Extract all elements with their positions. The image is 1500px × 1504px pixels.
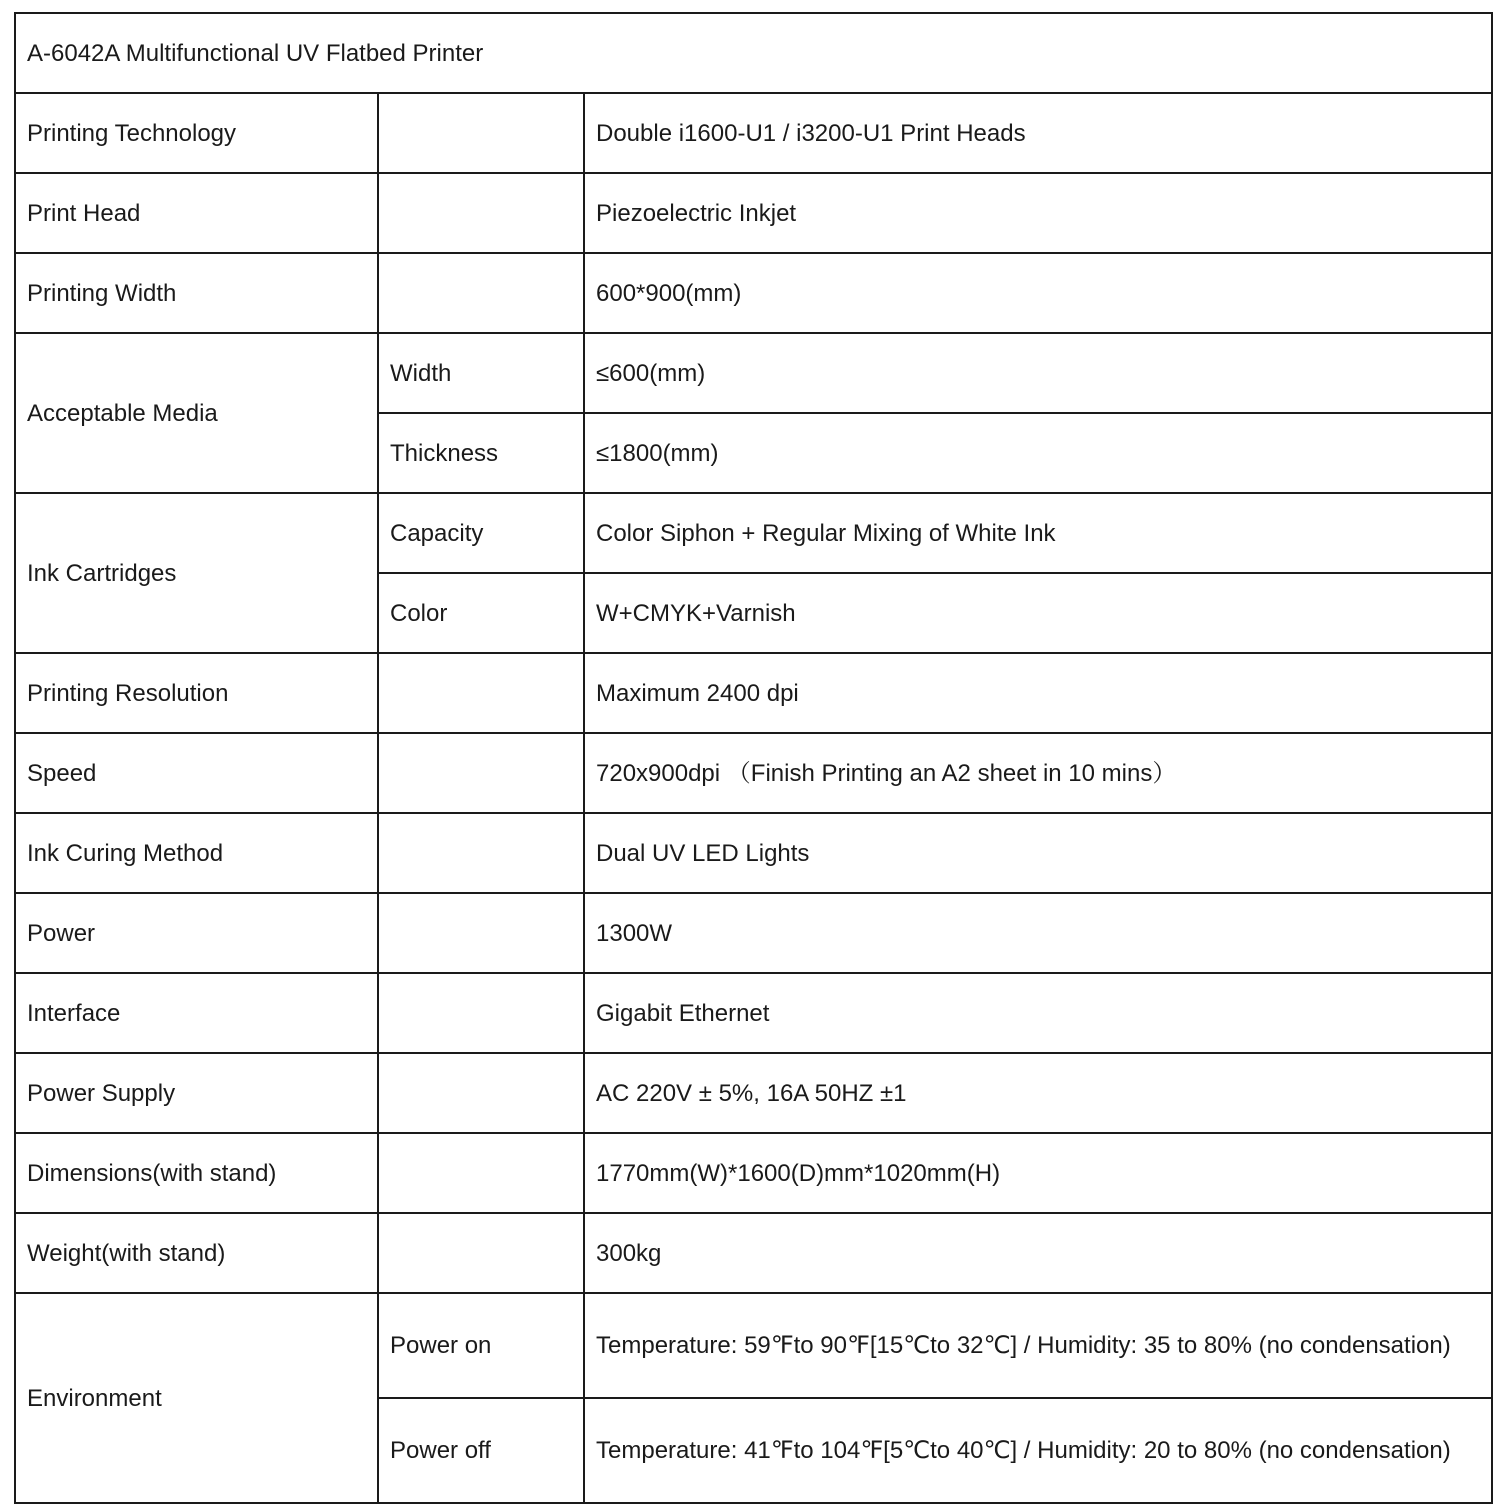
sub-label-empty <box>378 253 584 333</box>
table-row <box>15 1053 1492 1133</box>
sub-label: Width <box>378 333 584 413</box>
sub-label: Power off <box>378 1398 584 1503</box>
sub-label-empty <box>378 1053 584 1133</box>
row-label: Environment <box>15 1293 378 1503</box>
table-row <box>15 493 1492 573</box>
sub-label-empty <box>378 973 584 1053</box>
sub-label-empty <box>378 733 584 813</box>
sub-label-empty <box>378 893 584 973</box>
table-row <box>15 173 1492 253</box>
sub-label-empty <box>378 1133 584 1213</box>
row-value: W+CMYK+Varnish <box>584 573 1492 653</box>
title-row <box>15 13 1492 93</box>
table-row <box>15 1133 1492 1213</box>
row-value: Color Siphon + Regular Mixing of White Ink <box>584 493 1492 573</box>
table-row <box>15 93 1492 173</box>
row-value: Temperature: 41℉to 104℉[5℃to 40℃] / Humidity: 20 to 80% (no condensation) <box>584 1398 1492 1503</box>
table-row <box>15 813 1492 893</box>
row-value: Gigabit Ethernet <box>584 973 1492 1053</box>
table-row <box>15 253 1492 333</box>
sub-label: Thickness <box>378 413 584 493</box>
spec-table <box>14 12 1493 1504</box>
row-value: 300kg <box>584 1213 1492 1293</box>
row-value: 720x900dpi （Finish Printing an A2 sheet in 10 mins） <box>584 733 1492 813</box>
sub-label-empty <box>378 1213 584 1293</box>
sub-label: Power on <box>378 1293 584 1398</box>
row-value: 1300W <box>584 893 1492 973</box>
table-row <box>15 653 1492 733</box>
row-value: Maximum 2400 dpi <box>584 653 1492 733</box>
row-label: Dimensions(with stand) <box>15 1133 378 1213</box>
table-row <box>15 733 1492 813</box>
row-label: Ink Curing Method <box>15 813 378 893</box>
row-value: ≤600(mm) <box>584 333 1492 413</box>
sub-label: Capacity <box>378 493 584 573</box>
table-row <box>15 1293 1492 1398</box>
table-row <box>15 973 1492 1053</box>
table-row <box>15 1213 1492 1293</box>
row-value: Double i1600-U1 / i3200-U1 Print Heads <box>584 93 1492 173</box>
row-label: Print Head <box>15 173 378 253</box>
row-label: Interface <box>15 973 378 1053</box>
row-label: Power <box>15 893 378 973</box>
row-label: Printing Technology <box>15 93 378 173</box>
row-value: 1770mm(W)*1600(D)mm*1020mm(H) <box>584 1133 1492 1213</box>
row-value: 600*900(mm) <box>584 253 1492 333</box>
row-value: Dual UV LED Lights <box>584 813 1492 893</box>
table-title: A-6042A Multifunctional UV Flatbed Printer <box>15 13 1492 93</box>
row-label: Power Supply <box>15 1053 378 1133</box>
table-row <box>15 893 1492 973</box>
row-label: Ink Cartridges <box>15 493 378 653</box>
row-label: Acceptable Media <box>15 333 378 493</box>
sub-label: Color <box>378 573 584 653</box>
sub-label-empty <box>378 93 584 173</box>
row-value: ≤1800(mm) <box>584 413 1492 493</box>
sub-label-empty <box>378 653 584 733</box>
row-value: Piezoelectric Inkjet <box>584 173 1492 253</box>
row-value: AC 220V ± 5%, 16A 50HZ ±1 <box>584 1053 1492 1133</box>
row-label: Printing Resolution <box>15 653 378 733</box>
sub-label-empty <box>378 173 584 253</box>
row-value: Temperature: 59℉to 90℉[15℃to 32℃] / Humidity: 35 to 80% (no condensation) <box>584 1293 1492 1398</box>
sub-label-empty <box>378 813 584 893</box>
row-label: Speed <box>15 733 378 813</box>
row-label: Printing Width <box>15 253 378 333</box>
row-label: Weight(with stand) <box>15 1213 378 1293</box>
table-row <box>15 333 1492 413</box>
